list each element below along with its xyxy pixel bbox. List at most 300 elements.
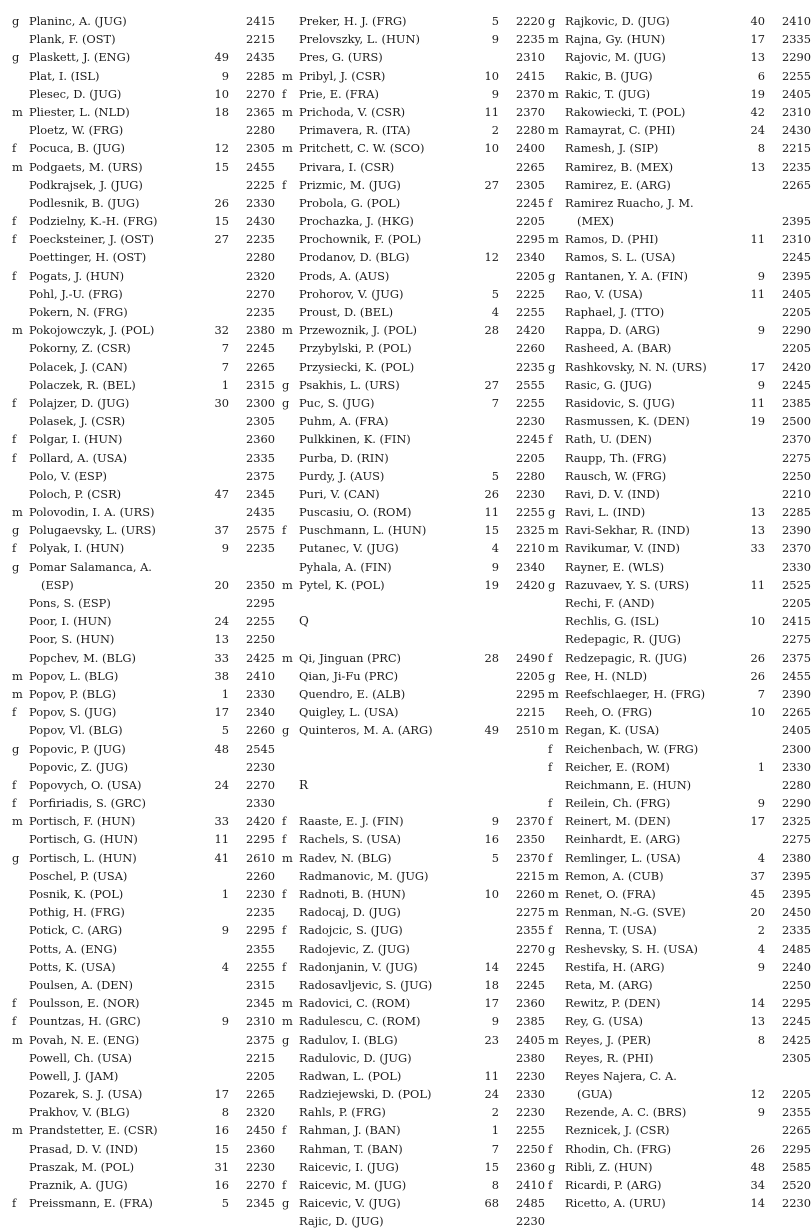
player-entry (548, 830, 811, 848)
games-count: 6 (757, 68, 765, 83)
player-entry (548, 449, 811, 467)
player-name: Radojevic, Z. (JUG) (299, 941, 410, 956)
rating-value: 2450 (782, 905, 811, 920)
player-name: Popovych, O. (USA) (29, 777, 142, 792)
rating-value: 2205 (516, 214, 545, 229)
player-entry (548, 503, 811, 521)
rating-value: 2265 (516, 159, 545, 174)
player-entry (548, 485, 811, 503)
player-name: (MEX) (577, 214, 614, 229)
player-name: Radulovic, D. (JUG) (299, 1050, 412, 1065)
player-name: Poulsen, A. (DEN) (29, 977, 133, 992)
rating-value: 2295 (246, 923, 275, 938)
rating-value: 2330 (516, 1087, 545, 1102)
games-count: 45 (750, 887, 765, 901)
rating-value: 2230 (516, 486, 545, 501)
title-code: f (12, 450, 17, 465)
rating-value: 2270 (246, 86, 275, 101)
games-count: 26 (750, 1141, 765, 1156)
player-entry (548, 794, 811, 812)
games-count: 19 (484, 577, 499, 592)
player-name: Ree, H. (NLD) (565, 668, 648, 683)
title-code: f (548, 1141, 553, 1156)
player-name: Prakhov, V. (BLG) (29, 1105, 130, 1120)
rating-value: 2255 (516, 1123, 545, 1138)
player-entry (12, 67, 275, 85)
games-count: 9 (221, 68, 229, 83)
title-code: f (282, 923, 287, 938)
rating-value: 2255 (516, 505, 545, 520)
games-count: 9 (491, 559, 499, 574)
rating-value: 2245 (516, 195, 545, 210)
games-count: 10 (484, 68, 499, 83)
rating-value: 2455 (782, 668, 811, 683)
rating-value: 2215 (246, 32, 275, 47)
games-count: 13 (750, 523, 765, 538)
player-name: Qian, Ji-Fu (PRC) (299, 668, 399, 683)
player-entry (548, 612, 811, 630)
games-count: 4 (757, 941, 765, 956)
player-entry (548, 703, 811, 721)
player-entry (12, 849, 275, 867)
rating-value: 2375 (782, 650, 811, 665)
player-entry (12, 721, 275, 739)
title-code: g (12, 14, 20, 28)
player-name: Reznicek, J. (CSR) (565, 1123, 670, 1138)
title-code: g (282, 395, 290, 410)
player-name: Poettinger, H. (OST) (29, 250, 147, 265)
player-name: Quendro, E. (ALB) (299, 686, 406, 701)
title-code: f (548, 432, 553, 447)
player-entry (548, 85, 811, 103)
player-name: Remon, A. (CUB) (565, 868, 664, 883)
rating-value: 2405 (516, 1032, 545, 1047)
rating-value: 2395 (782, 214, 811, 229)
player-entry (548, 321, 811, 339)
games-count: 33 (214, 814, 229, 829)
player-entry (12, 830, 275, 848)
player-entry (12, 158, 275, 176)
rating-value: 2360 (516, 996, 545, 1011)
games-count: 15 (484, 1159, 499, 1174)
player-entry (12, 248, 275, 266)
rating-value: 2330 (246, 796, 275, 811)
rating-value: 2455 (246, 159, 275, 174)
games-count: 37 (214, 523, 229, 538)
player-name: Polyak, I. (HUN) (29, 541, 125, 556)
title-code: m (282, 850, 293, 865)
player-name: Polugaevsky, L. (URS) (29, 523, 156, 538)
player-name: Rayner, E. (WLS) (565, 559, 665, 574)
rating-value: 2235 (246, 541, 275, 556)
games-count: 9 (757, 377, 765, 392)
games-count: 20 (750, 905, 765, 920)
player-name: Potts, A. (ENG) (29, 941, 118, 956)
player-name: Renna, T. (USA) (565, 923, 657, 938)
games-count: 1 (221, 686, 229, 701)
player-entry (548, 921, 811, 939)
player-entry (12, 1049, 275, 1067)
rating-value: 2360 (516, 1159, 545, 1174)
player-entry (282, 503, 545, 521)
title-code: m (548, 723, 559, 738)
blank-row (282, 740, 545, 758)
player-entry (282, 248, 545, 266)
player-entry (12, 12, 275, 30)
player-entry (12, 285, 275, 303)
player-name: Reichmann, E. (HUN) (565, 777, 692, 792)
player-name: Razuvaev, Y. S. (URS) (565, 577, 690, 592)
games-count: 10 (484, 887, 499, 901)
player-name: Podgaets, M. (URS) (29, 159, 143, 174)
games-count: 11 (750, 577, 765, 592)
player-name: Rewitz, P. (DEN) (565, 996, 661, 1011)
column-1 (12, 12, 275, 1212)
rating-value: 2310 (246, 1014, 275, 1029)
games-count: 48 (750, 1159, 765, 1174)
player-name: Powell, Ch. (USA) (29, 1050, 132, 1065)
player-name: Pres, G. (URS) (299, 50, 383, 65)
rating-value: 2370 (516, 86, 545, 101)
player-name: Preissmann, E. (FRA) (29, 1196, 153, 1211)
rating-value: 2420 (782, 359, 811, 374)
games-count: 1 (491, 1123, 499, 1138)
player-name: Pritchett, C. W. (SCO) (299, 141, 425, 156)
player-name: Rahls, P. (FRG) (299, 1105, 386, 1120)
title-code: f (12, 541, 17, 556)
rating-value: 2315 (246, 977, 275, 992)
rating-value: 2245 (782, 1014, 811, 1029)
player-name: Ravikumar, V. (IND) (565, 541, 680, 556)
games-count: 9 (757, 796, 765, 811)
player-entry (12, 667, 275, 685)
player-name: Puscasiu, O. (ROM) (299, 505, 412, 520)
rating-value: 2205 (516, 668, 545, 683)
player-entry (282, 48, 545, 66)
title-code: m (12, 104, 23, 119)
rating-value: 2425 (246, 650, 275, 665)
player-name: Pokern, N. (FRG) (29, 305, 128, 319)
rating-value: 2205 (782, 341, 811, 356)
rating-value: 2250 (246, 632, 275, 647)
games-count: 12 (484, 250, 499, 265)
games-count: 13 (750, 50, 765, 65)
rating-value: 2285 (782, 505, 811, 520)
games-count: 4 (491, 541, 499, 556)
player-entry (282, 230, 545, 248)
rating-value: 2305 (246, 414, 275, 429)
player-entry (12, 958, 275, 976)
games-count: 5 (491, 286, 499, 301)
player-name: Rakic, T. (JUG) (565, 86, 651, 101)
player-entry (12, 376, 275, 394)
player-name: Purba, D. (RIN) (299, 450, 389, 465)
games-count: 12 (214, 141, 229, 156)
player-entry (548, 1121, 811, 1139)
rating-value: 2360 (246, 1141, 275, 1156)
title-code: m (548, 32, 559, 47)
player-entry (282, 339, 545, 357)
player-entry (12, 1012, 275, 1030)
player-entry (12, 685, 275, 703)
player-name: Renet, O. (FRA) (565, 887, 656, 901)
player-name: Quinteros, M. A. (ARG) (299, 723, 433, 738)
player-entry (548, 576, 811, 594)
player-name: Psakhis, L. (URS) (299, 377, 400, 392)
games-count: 14 (484, 959, 499, 974)
player-name: Pliester, L. (NLD) (29, 104, 130, 119)
rating-value: 2310 (782, 232, 811, 247)
rating-value: 2245 (516, 959, 545, 974)
title-code: m (12, 159, 23, 174)
games-count: 4 (757, 850, 765, 865)
player-name: Privara, I. (CSR) (299, 159, 395, 174)
games-count: 26 (750, 668, 765, 683)
title-code: f (548, 759, 553, 774)
rating-value: 2255 (246, 959, 275, 974)
games-count: 14 (750, 1196, 765, 1211)
player-entry (12, 539, 275, 557)
title-code: g (12, 850, 20, 865)
player-entry (282, 521, 545, 539)
player-name: Rezende, A. C. (BRS) (565, 1105, 687, 1120)
player-name: Restifa, H. (ARG) (565, 959, 665, 974)
player-name: Rachels, S. (USA) (299, 832, 401, 847)
player-entry (282, 539, 545, 557)
section-letter: R (299, 777, 309, 792)
games-count: 9 (491, 86, 499, 101)
games-count: 5 (221, 1196, 229, 1211)
rating-value: 2260 (246, 868, 275, 883)
player-entry (548, 721, 811, 739)
player-entry (282, 849, 545, 867)
rating-value: 2490 (516, 650, 545, 665)
player-entry (548, 67, 811, 85)
title-code: f (12, 705, 17, 720)
games-count: 5 (221, 723, 229, 738)
games-count: 5 (491, 468, 499, 483)
player-entry (548, 285, 811, 303)
player-entry (548, 1103, 811, 1121)
games-count: 47 (214, 486, 229, 501)
rating-value: 2270 (516, 941, 545, 956)
player-name: Plat, I. (ISL) (29, 68, 100, 83)
player-entry (282, 976, 545, 994)
player-name: Rausch, W. (FRG) (565, 468, 667, 483)
rating-value: 2280 (246, 123, 275, 138)
rating-value: 2320 (246, 1105, 275, 1120)
title-code: g (282, 1196, 290, 1211)
player-entry (548, 539, 811, 557)
title-code: f (548, 195, 553, 210)
games-count: 33 (750, 541, 765, 556)
player-name: Probola, G. (POL) (299, 195, 401, 210)
player-entry (548, 594, 811, 612)
games-count: 4 (221, 959, 229, 974)
player-name: Reyes Najera, C. A. (565, 1068, 677, 1083)
player-entry (12, 48, 275, 66)
player-name: Prochazka, J. (HKG) (299, 214, 414, 229)
rating-value: 2325 (782, 814, 811, 829)
rating-value: 2315 (246, 377, 275, 392)
rating-value: 2285 (246, 68, 275, 83)
title-code: g (548, 668, 556, 683)
player-name: Ricardi, P. (ARG) (565, 1178, 662, 1192)
player-name: Puc, S. (JUG) (299, 395, 375, 410)
rating-value: 2295 (516, 232, 545, 247)
games-count: 24 (750, 123, 765, 138)
title-code: f (548, 1178, 553, 1192)
player-entry (282, 994, 545, 1012)
rating-value: 2375 (246, 1032, 275, 1047)
games-count: 10 (750, 705, 765, 720)
player-entry (282, 139, 545, 157)
player-entry (548, 139, 811, 157)
rating-value: 2370 (516, 814, 545, 829)
rating-value: 2385 (516, 1014, 545, 1029)
player-entry (548, 685, 811, 703)
player-name: Porfiriadis, S. (GRC) (29, 796, 146, 811)
player-entry (282, 1103, 545, 1121)
blank-row (282, 630, 545, 648)
player-entry (12, 503, 275, 521)
rating-value: 2230 (246, 887, 275, 901)
rating-value: 2210 (516, 541, 545, 556)
player-entry (548, 339, 811, 357)
games-count: 16 (484, 832, 499, 847)
rating-value: 2260 (516, 887, 545, 901)
player-name: Pothig, H. (FRG) (29, 905, 125, 920)
player-name: Potts, K. (USA) (29, 959, 116, 974)
title-code: m (282, 104, 293, 119)
player-name: Pribyl, J. (CSR) (299, 68, 386, 83)
games-count: 15 (214, 1141, 229, 1156)
column-3 (548, 12, 811, 1212)
games-count: 13 (750, 159, 765, 174)
player-entry (12, 994, 275, 1012)
title-code: m (282, 996, 293, 1011)
player-name: Puhm, A. (FRA) (299, 414, 389, 429)
player-name: Poecksteiner, J. (OST) (29, 232, 154, 247)
player-name: Przewoznik, J. (POL) (299, 323, 417, 338)
player-entry (12, 940, 275, 958)
player-name: Reinhardt, E. (ARG) (565, 832, 681, 847)
player-entry (282, 558, 545, 576)
player-name: Praznik, A. (JUG) (29, 1178, 128, 1192)
rating-value: 2420 (246, 814, 275, 829)
title-code: m (548, 86, 559, 101)
games-count: 17 (214, 705, 229, 720)
rating-value: 2330 (246, 195, 275, 210)
player-name: Plank, F. (OST) (29, 32, 116, 47)
games-count: 7 (757, 686, 765, 701)
player-name: Ravi-Sekhar, R. (IND) (565, 523, 690, 538)
player-entry (282, 685, 545, 703)
player-entry (282, 267, 545, 285)
rating-value: 2205 (782, 305, 811, 319)
player-name: Rajic, D. (JUG) (299, 1214, 384, 1229)
player-entry (282, 412, 545, 430)
games-count: 10 (750, 614, 765, 629)
games-count: 9 (221, 923, 229, 938)
player-entry (12, 394, 275, 412)
rating-value: 2335 (246, 450, 275, 465)
player-name: Popov, Vl. (BLG) (29, 723, 123, 738)
games-count: 42 (750, 104, 765, 119)
rating-value: 2610 (246, 850, 275, 865)
player-entry (282, 212, 545, 230)
player-entry (282, 867, 545, 885)
games-count: 11 (750, 395, 765, 410)
rating-value: 2225 (246, 177, 275, 192)
player-name: Rasheed, A. (BAR) (565, 341, 672, 356)
rating-value: 2330 (246, 686, 275, 701)
player-name: Radojcic, S. (JUG) (299, 923, 403, 938)
rating-value: 2205 (782, 1087, 811, 1102)
player-name: Pokorny, Z. (CSR) (29, 341, 131, 356)
player-entry (282, 121, 545, 139)
player-name: Pons, S. (ESP) (29, 596, 111, 610)
player-name: Rakowiecki, T. (POL) (565, 104, 686, 119)
player-name: Poulsson, E. (NOR) (29, 996, 140, 1011)
player-entry (548, 740, 811, 758)
rating-value: 2585 (782, 1159, 811, 1174)
games-count: 17 (750, 814, 765, 829)
player-entry (548, 940, 811, 958)
player-name: (GUA) (577, 1087, 613, 1102)
games-count: 7 (221, 359, 229, 374)
player-name: Qi, Jinguan (PRC) (299, 650, 401, 665)
player-name: Plesec, D. (JUG) (29, 86, 122, 101)
games-count: 26 (484, 486, 499, 501)
player-name: Raicevic, I. (JUG) (299, 1159, 399, 1174)
player-name: Poschel, P. (USA) (29, 868, 128, 883)
games-count: 13 (214, 632, 229, 647)
title-code: f (282, 959, 287, 974)
rating-value: 2545 (246, 741, 275, 756)
games-count: 2 (757, 923, 765, 938)
rating-value: 2405 (782, 723, 811, 738)
games-count: 49 (214, 50, 229, 65)
player-name: Polasek, J. (CSR) (29, 414, 126, 429)
player-entry (282, 1176, 545, 1194)
rating-value: 2290 (782, 796, 811, 811)
player-name: Ravi, D. V. (IND) (565, 486, 660, 501)
player-entry (12, 612, 275, 630)
rating-value: 2260 (246, 723, 275, 738)
title-code: f (548, 923, 553, 938)
player-name: Portisch, G. (HUN) (29, 832, 138, 847)
rating-value: 2345 (246, 486, 275, 501)
rating-value: 2330 (782, 559, 811, 574)
player-entry (12, 267, 275, 285)
games-count: 16 (214, 1178, 229, 1192)
player-name: Polo, V. (ESP) (29, 468, 107, 483)
title-code: m (548, 523, 559, 538)
player-entry (548, 958, 811, 976)
rating-value: 2230 (246, 759, 275, 774)
rating-value: 2235 (782, 159, 811, 174)
player-name: Rasic, G. (JUG) (565, 377, 652, 392)
player-name: Podkrajsek, J. (JUG) (29, 177, 143, 192)
player-entry (548, 158, 811, 176)
rating-value: 2265 (782, 177, 811, 192)
player-entry (282, 85, 545, 103)
player-name: Rappa, D. (ARG) (565, 323, 661, 338)
player-name: Polgar, I. (HUN) (29, 432, 123, 447)
player-entry (12, 194, 275, 212)
games-count: 7 (491, 1141, 499, 1156)
